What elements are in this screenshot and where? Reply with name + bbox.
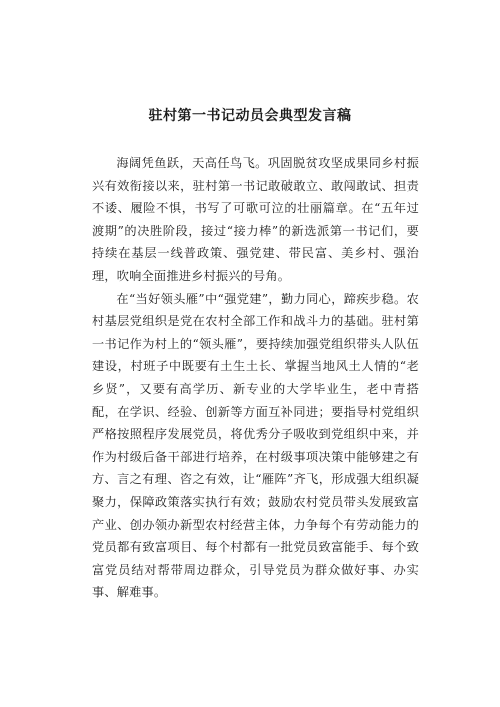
document-title: 驻村第一书记动员会典型发言稿 [148,108,352,124]
document-body [92,152,419,604]
paragraph-1: 海阔凭鱼跃，天高任鸟飞。巩固脱贫攻坚成果同乡村振兴有效衔接以来，驻村第一书记敢破敢立、敢闯敢试、担责不诿、履险不惧，书写了可歌可泣的壮丽篇章。在“五年过渡期”的决胜阶段，接过“接力棒”的新选派第一书记们，要持续在基层一线普政策、强党建、带民富、美乡村、强治理，吹响全面推进乡村振兴的号角。 [92,156,419,283]
paragraph-2: 在“当好领头雁”中“强党建”，勤力同心，蹄疾步稳。农村基层党组织是党在农村全部工作和战斗力的基础。驻村第一书记作为村上的“领头雁”，要持续加强党组织带头人队伍建设，村班子中既要有土生土长、掌握当地风土人情的“老乡贤”，又要有高学历、新专业的大学毕业生，老中青搭配，在学识、经验、创新等方面互补同进；要指导村党组织严格按照程序发展党员，将优秀分子吸收到党组织中来，并作为村级后备干部进行培养，在村级事项决策中能够建之有方、言之有理、咨之有效，让“雁阵”齐飞，形成强大组织凝聚力，保障政策落实执行有效；鼓励农村党员带头发展致富产业、创办领办新型农村经营主体，力争每个有劳动能力的党员都有致富项目、每个村都有一批党员致富能手、每个致富党员结对帮带周边群众，引导党员为群众做好事、办实事、解难事。 [92,291,419,600]
